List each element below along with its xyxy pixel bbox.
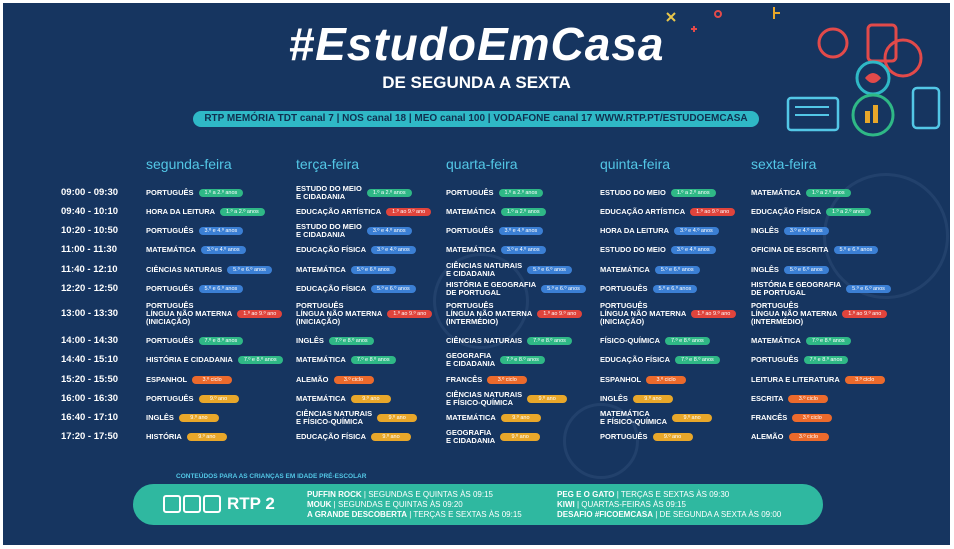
programs-left xyxy=(307,490,522,520)
schedule-entry xyxy=(146,302,282,326)
grade-level-badge: 7.º e 8.º anos xyxy=(675,356,720,364)
subject-name: OFICINA DE ESCRITA xyxy=(751,245,829,254)
subject-name: ESPANHOL xyxy=(146,375,188,384)
grade-level-badge: 3.º ciclo xyxy=(646,376,686,384)
time-slot: 10:20 - 10:50 xyxy=(61,225,119,236)
grade-level-badge: 7.º e 8.º anos xyxy=(329,337,374,345)
schedule-entry xyxy=(751,395,828,403)
time-slot: 09:00 - 09:30 xyxy=(61,187,119,198)
grade-level-badge: 1.º a 2.º anos xyxy=(499,189,544,197)
schedule-entry xyxy=(446,302,582,326)
grade-level-badge: 3.º e 4.º anos xyxy=(671,246,716,254)
grade-level-badge: 3.º e 4.º anos xyxy=(367,227,412,235)
page-subtitle: DE SEGUNDA A SEXTA xyxy=(382,73,571,92)
day-header: terça-feira xyxy=(296,156,360,172)
grade-level-badge: 5.º e 6.º anos xyxy=(784,266,829,274)
schedule-entry xyxy=(296,285,416,293)
grade-level-badge: 9.º ano xyxy=(672,414,712,422)
subject-name: MATEMÁTICA xyxy=(600,265,650,274)
subject-name: CIÊNCIAS NATURAIS xyxy=(146,265,223,274)
subject-name: INGLÊS xyxy=(146,413,174,422)
grade-level-badge: 5.º e 6.º anos xyxy=(846,285,891,293)
schedule-entry xyxy=(296,395,391,403)
grade-level-badge: 9.º ano xyxy=(351,395,391,403)
grade-level-badge: 1.º ao 9.º ano xyxy=(237,310,282,318)
subject-name: ESCRITA xyxy=(751,394,784,403)
subject-name: PORTUGUÊS xyxy=(751,355,799,364)
grade-level-badge: 7.º e 8.º anos xyxy=(199,337,244,345)
subject-name: PORTUGUÊS xyxy=(146,394,194,403)
subject-name: PORTUGUÊS xyxy=(146,336,194,345)
schedule-entry xyxy=(146,395,239,403)
grade-level-badge: 3.º ciclo xyxy=(487,376,527,384)
program-schedule-item: A GRANDE DESCOBERTA | TERÇAS E SEXTAS ÀS 09:15 xyxy=(307,510,522,519)
program-schedule-item: PEG E O GATO | TERÇAS E SEXTAS ÀS 09:30 xyxy=(557,490,730,499)
subject-name: GEOGRAFIA E CIDADANIA xyxy=(446,428,496,445)
time-slot: 14:40 - 15:10 xyxy=(61,354,119,365)
rtp2-logo-text: RTP 2 xyxy=(227,494,275,513)
schedule-entry xyxy=(146,433,227,441)
schedule-entry xyxy=(296,302,432,326)
schedule-entry xyxy=(600,337,710,345)
time-slot: 16:40 - 17:10 xyxy=(61,412,119,423)
subject-name: PORTUGUÊS xyxy=(146,188,194,197)
schedule-entry xyxy=(600,410,712,426)
grade-level-badge: 9.º ano xyxy=(653,433,693,441)
subject-name: CIÊNCIAS NATURAIS E FÍSICO-QUÍMICA xyxy=(296,409,373,426)
subject-name: MATEMÁTICA xyxy=(296,265,346,274)
subject-name: ESTUDO DO MEIO E CIDADANIA xyxy=(296,222,362,239)
subject-name: HISTÓRIA E GEOGRAFIA DE PORTUGAL xyxy=(751,280,842,297)
schedule-entry xyxy=(600,189,716,197)
subject-name: HISTÓRIA E CIDADANIA xyxy=(146,355,233,364)
rtp2-programs-bar xyxy=(133,484,823,525)
grade-level-badge: 3.º ciclo xyxy=(788,395,828,403)
schedule-entry xyxy=(751,376,885,384)
preschool-label: CONTEÚDOS PARA AS CRIANÇAS EM IDADE PRÉ-ESCOLAR xyxy=(176,473,367,480)
grade-level-badge: 3.º e 4.º anos xyxy=(201,246,246,254)
subject-name: FRANCÊS xyxy=(446,375,483,384)
schedule-entry xyxy=(446,337,572,345)
grade-level-badge: 1.º a 2.º anos xyxy=(806,189,851,197)
schedule-entry xyxy=(296,433,411,441)
subject-name: CIÊNCIAS NATURAIS E FÍSICO-QUÍMICA xyxy=(446,390,523,407)
subject-name: PORTUGUÊS LÍNGUA NÃO MATERNA (INICIAÇÃO) xyxy=(146,301,233,326)
schedule-entry xyxy=(296,410,417,426)
grade-level-badge: 1.º a 2.º anos xyxy=(671,189,716,197)
grade-level-badge: 1.º ao 9.º ano xyxy=(387,310,432,318)
schedule-entry xyxy=(446,281,586,297)
time-slot: 14:00 - 14:30 xyxy=(61,335,119,346)
subject-name: EDUCAÇÃO FÍSICA xyxy=(600,355,671,364)
programs-right xyxy=(557,490,781,520)
schedule-entry xyxy=(751,414,832,422)
schedule-entry xyxy=(296,246,416,254)
time-slot: 11:40 - 12:10 xyxy=(61,264,118,275)
program-schedule-item: DESAFIO #FICOEMCASA | DE SEGUNDA A SEXTA ÀS 09:00 xyxy=(557,510,782,519)
schedule-poster xyxy=(3,3,950,545)
schedule-entry xyxy=(146,208,265,216)
subject-name: MATEMÁTICA xyxy=(446,245,496,254)
subject-name: GEOGRAFIA E CIDADANIA xyxy=(446,351,496,368)
schedule-entry xyxy=(146,266,272,274)
day-header: sexta-feira xyxy=(751,156,817,172)
subject-name: HISTÓRIA E GEOGRAFIA DE PORTUGAL xyxy=(446,280,537,297)
grade-level-badge: 5.º e 6.º anos xyxy=(834,246,879,254)
schedule-entry xyxy=(146,227,243,235)
grade-level-badge: 7.º e 8.º anos xyxy=(238,356,283,364)
subject-name: INGLÊS xyxy=(296,336,324,345)
grade-level-badge: 3.º e 4.º anos xyxy=(499,227,544,235)
subject-name: EDUCAÇÃO FÍSICA xyxy=(751,207,822,216)
grade-level-badge: 1.º a 2.º anos xyxy=(199,189,244,197)
schedule-entry xyxy=(446,189,543,197)
grade-level-badge: 5.º e 6.º anos xyxy=(227,266,272,274)
schedule-entry xyxy=(146,414,219,422)
rtp2-logo xyxy=(163,494,275,514)
schedule-entry xyxy=(446,352,545,368)
grade-level-badge: 9.º ano xyxy=(199,395,239,403)
schedule-entry xyxy=(296,185,412,201)
grade-level-badge: 9.º ano xyxy=(500,433,540,441)
subject-name: ESTUDO DO MEIO E CIDADANIA xyxy=(296,184,362,201)
grade-level-badge: 3.º ciclo xyxy=(789,433,829,441)
schedule-entry xyxy=(751,208,871,216)
schedule-entry xyxy=(751,433,829,441)
subject-name: EDUCAÇÃO ARTÍSTICA xyxy=(600,207,686,216)
grade-level-badge: 3.º ciclo xyxy=(334,376,374,384)
channel-info-bar: RTP MEMÓRIA TDT canal 7 | NOS canal 18 | MEO canal 100 | VODAFONE canal 17 WWW.RTP.PT/ESTUDOEMCASA xyxy=(193,111,759,127)
schedule-entry xyxy=(600,302,736,326)
grade-level-badge: 5.º e 6.º anos xyxy=(541,285,586,293)
time-slot: 13:00 - 13:30 xyxy=(61,308,119,319)
grade-level-badge: 9.º ano xyxy=(501,414,541,422)
grade-level-badge: 3.º e 4.º anos xyxy=(784,227,829,235)
subject-name: PORTUGUÊS LÍNGUA NÃO MATERNA (INICIAÇÃO) xyxy=(600,301,687,326)
schedule-entry xyxy=(600,285,697,293)
subject-name: FÍSICO-QUÍMICA xyxy=(600,336,660,345)
subject-name: PORTUGUÊS xyxy=(600,284,648,293)
day-header: quarta-feira xyxy=(446,156,518,172)
subject-name: MATEMÁTICA xyxy=(446,207,496,216)
time-slot: 11:00 - 11:30 xyxy=(61,244,117,255)
grade-level-badge: 1.º ao 9.º ano xyxy=(691,310,736,318)
subject-name: PORTUGUÊS LÍNGUA NÃO MATERNA (INICIAÇÃO) xyxy=(296,301,383,326)
grade-level-badge: 9.º ano xyxy=(633,395,673,403)
subject-name: PORTUGUÊS xyxy=(146,226,194,235)
schedule-entry xyxy=(146,376,232,384)
schedule-entry xyxy=(446,376,527,384)
schedule-entry xyxy=(296,337,374,345)
grade-level-badge: 3.º e 4.º anos xyxy=(199,227,244,235)
grade-level-badge: 9.º ano xyxy=(179,414,219,422)
grade-level-badge: 5.º e 6.º anos xyxy=(655,266,700,274)
subject-name: PORTUGUÊS LÍNGUA NÃO MATERNA (INTERMÉDIO) xyxy=(751,301,838,326)
grade-level-badge: 1.º ao 9.º ano xyxy=(386,208,431,216)
schedule-entry xyxy=(751,189,851,197)
subject-name: CIÊNCIAS NATURAIS xyxy=(446,336,523,345)
grade-level-badge: 5.º e 6.º anos xyxy=(371,285,416,293)
schedule-entry xyxy=(446,391,567,407)
schedule-entry xyxy=(446,246,546,254)
time-slot: 09:40 - 10:10 xyxy=(61,206,119,217)
schedule-entry xyxy=(600,395,673,403)
subject-name: MATEMÁTICA xyxy=(296,355,346,364)
schedule-entry xyxy=(146,337,243,345)
grade-level-badge: 3.º e 4.º anos xyxy=(371,246,416,254)
subject-name: ESTUDO DO MEIO xyxy=(600,245,666,254)
schedule-entry xyxy=(751,337,851,345)
schedule-entry xyxy=(751,266,829,274)
time-slot: 12:20 - 12:50 xyxy=(61,283,119,294)
subject-name: HORA DA LEITURA xyxy=(600,226,670,235)
subject-name: PORTUGUÊS xyxy=(600,432,648,441)
schedule-entry xyxy=(600,208,735,216)
grade-level-badge: 5.º e 6.º anos xyxy=(527,266,572,274)
schedule-entry xyxy=(751,281,891,297)
subject-name: INGLÊS xyxy=(751,265,779,274)
grade-level-badge: 9.º ano xyxy=(187,433,227,441)
subject-name: MATEMÁTICA E FÍSICO-QUÍMICA xyxy=(600,409,668,426)
subject-name: HISTÓRIA xyxy=(146,432,182,441)
grade-level-badge: 3.º ciclo xyxy=(845,376,885,384)
program-schedule-item: KIWI | QUARTAS-FEIRAS ÀS 09:15 xyxy=(557,500,686,509)
grade-level-badge: 9.º ano xyxy=(377,414,417,422)
grade-level-badge: 7.º e 8.º anos xyxy=(804,356,849,364)
day-header: segunda-feira xyxy=(146,156,232,172)
day-header: quinta-feira xyxy=(600,156,671,172)
grade-level-badge: 1.º a 2.º anos xyxy=(367,189,412,197)
schedule-entry xyxy=(296,208,431,216)
program-schedule-item: PUFFIN ROCK | SEGUNDAS E QUINTAS ÀS 09:15 xyxy=(307,490,493,499)
grade-level-badge: 1.º ao 9.º ano xyxy=(842,310,887,318)
grade-level-badge: 7.º e 8.º anos xyxy=(527,337,572,345)
grade-level-badge: 1.º a 2.º anos xyxy=(826,208,871,216)
subject-name: PORTUGUÊS xyxy=(146,284,194,293)
subject-name: HORA DA LEITURA xyxy=(146,207,216,216)
subject-name: EDUCAÇÃO FÍSICA xyxy=(296,245,367,254)
grade-level-badge: 3.º ciclo xyxy=(192,376,232,384)
schedule-entry xyxy=(446,208,546,216)
subject-name: MATEMÁTICA xyxy=(446,413,496,422)
grade-level-badge: 7.º e 8.º anos xyxy=(806,337,851,345)
page-title: #EstudoEmCasa xyxy=(288,18,665,70)
subject-name: FRANCÊS xyxy=(751,413,788,422)
schedule-entry xyxy=(146,285,243,293)
subject-name: INGLÊS xyxy=(751,226,779,235)
subject-name: MATEMÁTICA xyxy=(296,394,346,403)
subject-name: EDUCAÇÃO ARTÍSTICA xyxy=(296,207,382,216)
grade-level-badge: 5.º e 6.º anos xyxy=(199,285,244,293)
schedule-entry xyxy=(600,433,693,441)
subject-name: CIÊNCIAS NATURAIS E CIDADANIA xyxy=(446,261,523,278)
time-slot: 17:20 - 17:50 xyxy=(61,431,119,442)
schedule-entry xyxy=(600,266,700,274)
grade-level-badge: 1.º a 2.º anos xyxy=(501,208,546,216)
schedule-entry xyxy=(446,414,541,422)
subject-name: PORTUGUÊS LÍNGUA NÃO MATERNA (INTERMÉDIO) xyxy=(446,301,533,326)
schedule-entry xyxy=(600,227,719,235)
schedule-entry xyxy=(600,356,720,364)
subject-name: PORTUGUÊS xyxy=(446,226,494,235)
grade-level-badge: 7.º e 8.º anos xyxy=(500,356,545,364)
time-slot: 15:20 - 15:50 xyxy=(61,374,119,385)
schedule-entry xyxy=(146,189,243,197)
grade-level-badge: 5.º e 6.º anos xyxy=(351,266,396,274)
schedule-entry xyxy=(751,227,829,235)
grade-level-badge: 1.º ao 9.º ano xyxy=(537,310,582,318)
grade-level-badge: 3.º ciclo xyxy=(792,414,832,422)
schedule-entry xyxy=(600,246,716,254)
subject-name: MATEMÁTICA xyxy=(146,245,196,254)
schedule-entry xyxy=(751,246,878,254)
subject-name: PORTUGUÊS xyxy=(446,188,494,197)
subject-name: MATEMÁTICA xyxy=(751,336,801,345)
schedule-entry xyxy=(446,429,540,445)
schedule-entry xyxy=(296,376,374,384)
grade-level-badge: 5.º e 6.º anos xyxy=(653,285,698,293)
schedule-entry xyxy=(296,356,396,364)
subject-name: INGLÊS xyxy=(600,394,628,403)
program-schedule-item: MOUK | SEGUNDAS E QUINTAS ÀS 09:20 xyxy=(307,500,463,509)
grade-level-badge: 3.º e 4.º anos xyxy=(674,227,719,235)
schedule-entry xyxy=(600,376,686,384)
schedule-entry xyxy=(446,227,543,235)
schedule-entry xyxy=(751,356,848,364)
time-slot: 16:00 - 16:30 xyxy=(61,393,119,404)
schedule-entry xyxy=(296,266,396,274)
subject-name: MATEMÁTICA xyxy=(751,188,801,197)
grade-level-badge: 7.º e 8.º anos xyxy=(665,337,710,345)
schedule-entry xyxy=(446,262,572,278)
schedule-entry xyxy=(146,356,283,364)
subject-name: EDUCAÇÃO FÍSICA xyxy=(296,284,367,293)
grade-level-badge: 9.º ano xyxy=(371,433,411,441)
grade-level-badge: 1.º a 2.º anos xyxy=(220,208,265,216)
schedule-entry xyxy=(146,246,246,254)
subject-name: ALEMÃO xyxy=(296,375,329,384)
subject-name: LEITURA E LITERATURA xyxy=(751,375,840,384)
grade-level-badge: 9.º ano xyxy=(527,395,567,403)
grade-level-badge: 7.º e 8.º anos xyxy=(351,356,396,364)
subject-name: ESTUDO DO MEIO xyxy=(600,188,666,197)
schedule-entry xyxy=(751,302,887,326)
subject-name: ESPANHOL xyxy=(600,375,642,384)
grade-level-badge: 3.º e 4.º anos xyxy=(501,246,546,254)
grade-level-badge: 1.º ao 9.º ano xyxy=(690,208,735,216)
subject-name: EDUCAÇÃO FÍSICA xyxy=(296,432,367,441)
schedule-entry xyxy=(296,223,412,239)
subject-name: ALEMÃO xyxy=(751,432,784,441)
